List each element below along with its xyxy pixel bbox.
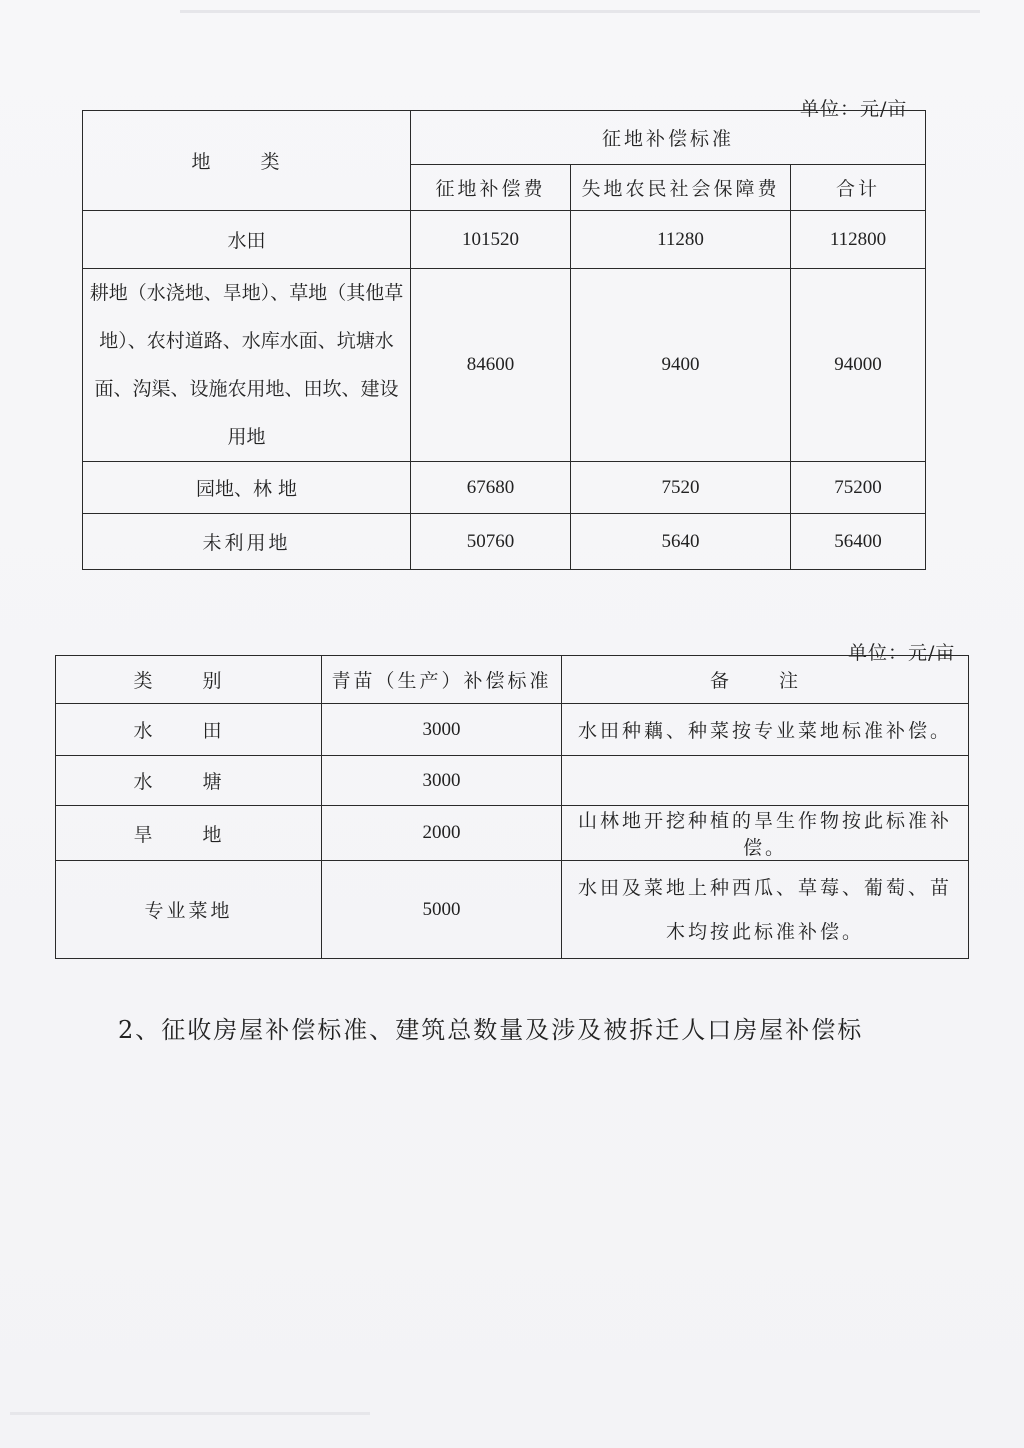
- scan-edge-top: [180, 10, 980, 13]
- header-seedling-standard: 青苗（生产）补偿标准: [322, 656, 562, 704]
- header-remarks: 备 注: [562, 656, 969, 704]
- total-cell: 75200: [791, 462, 926, 514]
- standard-cell: 3000: [322, 704, 562, 756]
- total-cell: 94000: [791, 269, 926, 462]
- header-compensation-fee: 征地补偿费: [411, 165, 571, 211]
- social-security-cell: 5640: [571, 514, 791, 570]
- table-row: [83, 514, 926, 570]
- land-compensation-table: [82, 110, 926, 570]
- scan-edge-bottom: [10, 1412, 370, 1415]
- table1-unit-label: 单位：元/亩: [800, 98, 908, 120]
- category-cell: 水 田: [56, 704, 322, 756]
- crop-compensation-table: [55, 655, 969, 959]
- land-type-cell: 园地、林 地: [83, 462, 411, 514]
- standard-cell: 2000: [322, 806, 562, 861]
- remarks-cell: [562, 756, 969, 806]
- compensation-cell: 101520: [411, 211, 571, 269]
- category-cell: 专业菜地: [56, 861, 322, 959]
- table-row: [56, 806, 969, 861]
- social-security-cell: 11280: [571, 211, 791, 269]
- table-row: [56, 756, 969, 806]
- total-cell: 112800: [791, 211, 926, 269]
- social-security-cell: 9400: [571, 269, 791, 462]
- standard-cell: 3000: [322, 756, 562, 806]
- remarks-cell: 水田及菜地上种西瓜、草莓、葡萄、苗木均按此标准补偿。: [562, 861, 969, 959]
- table-row: [83, 269, 926, 462]
- table-row: [56, 861, 969, 959]
- compensation-cell: 50760: [411, 514, 571, 570]
- category-cell: 水 塘: [56, 756, 322, 806]
- land-type-cell: 未利用地: [83, 514, 411, 570]
- social-security-cell: 7520: [571, 462, 791, 514]
- category-cell: 旱 地: [56, 806, 322, 861]
- remarks-cell: 水田种藕、种菜按专业菜地标准补偿。: [562, 704, 969, 756]
- section-paragraph: 2、征收房屋补偿标准、建筑总数量及涉及被拆迁人口房屋补偿标: [118, 1016, 864, 1044]
- header-social-security-fee: 失地农民社会保障费: [571, 165, 791, 211]
- standard-cell: 5000: [322, 861, 562, 959]
- land-type-cell: 水田: [83, 211, 411, 269]
- table-row: [83, 462, 926, 514]
- land-type-cell: 耕地（水浇地、旱地）、草地（其他草地）、农村道路、水库水面、坑塘水面、沟渠、设施农用地、田坎、建设用地: [83, 269, 411, 462]
- header-total: 合计: [791, 165, 926, 211]
- compensation-cell: 84600: [411, 269, 571, 462]
- header-category: 类 别: [56, 656, 322, 704]
- table-row: [83, 211, 926, 269]
- header-compensation-standard: 征地补偿标准: [411, 111, 926, 165]
- remarks-cell: 山林地开挖种植的旱生作物按此标准补偿。: [562, 806, 969, 861]
- table-row: [56, 704, 969, 756]
- table2-unit-label: 单位：元/亩: [848, 642, 956, 664]
- header-land-type: 地 类: [83, 111, 411, 211]
- total-cell: 56400: [791, 514, 926, 570]
- compensation-cell: 67680: [411, 462, 571, 514]
